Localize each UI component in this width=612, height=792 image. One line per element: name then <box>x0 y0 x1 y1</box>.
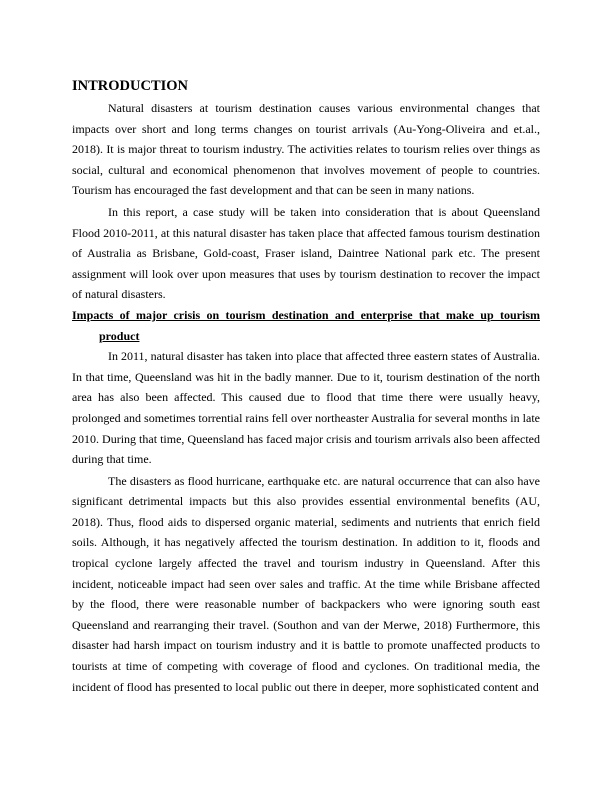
intro-paragraph: Natural disasters at tourism destination causes various environmental changes that impacts over short and long terms changes on tourist arrivals (Au-Yong-Oliveira and et.al., 2018). It is major threat to tourism industry. The activities relates to tourism relies over things as social, cultural and economical phenomenon that involves movement of people to countries. Tourism has encouraged the fast development and that can be seen in many nations. <box>72 101 540 198</box>
section-paragraph: In 2011, natural disaster has taken into place that affected three eastern states of Australia. In that time, Queensland was hit in the badly manner. Due to it, tourism destination of the north area has also been affected. This caused due to flood that time there were usually heavy, prolonged and sometimes torrential rains fell over northeaster Australia for several months in late 2010. During that time, Queensland has faced major crisis and tourism arrivals also been affected during that time. <box>72 349 540 467</box>
section-paragraph: The disasters as flood hurricane, earthquake etc. are natural occurrence that can also have significant detrimental impacts but this also provides essential environmental benefits (AU, 2018). Thus, flood aids to dispersed organic material, sediments and nutrients that enrich field soils. Although, it has negatively affected the tourism destination. In addition to it, floods and tropical cyclone largely affected the travel and tourism industry in Queensland. After this incident, noticeable impact had seen over sales and traffic. At the time while Brisbane affected by the flood, there were reasonable number of backpackers who were ignoring south east Queensland and rearranging their travel. (Southon and van der Merwe, 2018) Furthermore, this disaster had harsh impact on tourism industry and it is battle to promote unaffected products to tourists at time of competing with coverage of flood and cyclones. On traditional media, the incident of flood has presented to local public out there in deeper, more sophisticated content and <box>72 473 540 694</box>
document-page <box>72 76 540 697</box>
introduction-heading: INTRODUCTION <box>72 78 189 94</box>
intro-paragraph: In this report, a case study will be taken into consideration that is about Queensland Flood 2010-2011, at this natural disaster has taken place that affected famous tourism destination of Australia as Brisbane, Gold-coast, Fraser island, Daintree National park etc. The present assignment will look over upon measures that uses by tourism destination to recover the impact of natural disasters. <box>72 204 540 302</box>
section-heading: Impacts of major crisis on tourism destination and enterprise that make up tourism product <box>72 307 540 343</box>
